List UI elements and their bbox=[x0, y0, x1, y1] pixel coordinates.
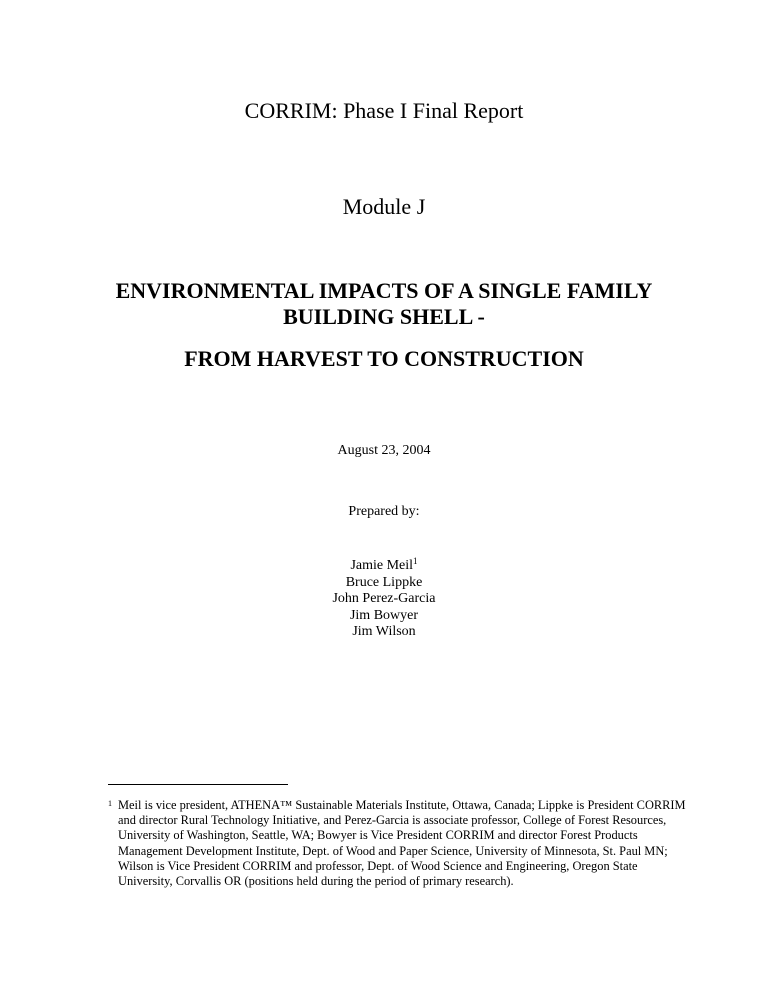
sub-title: FROM HARVEST TO CONSTRUCTION bbox=[184, 346, 584, 371]
author-list bbox=[0, 558, 768, 641]
report-date: August 23, 2004 bbox=[337, 443, 431, 458]
footnote-divider bbox=[108, 784, 288, 785]
footnote-number: 1 bbox=[108, 799, 112, 808]
footnote-line: Management Development Institute, Dept. of Wood and Paper Science, University of Minnesota, St. Paul MN; bbox=[118, 843, 668, 858]
footnote-reference: 1 bbox=[413, 556, 418, 566]
author-item: John Perez-Garcia bbox=[332, 591, 436, 606]
footnote bbox=[108, 798, 686, 889]
main-title-line-1: ENVIRONMENTAL IMPACTS OF A SINGLE FAMILY bbox=[115, 278, 653, 303]
footnote-line: and director Rural Technology Initiative, and Perez-Garcia is associate professor, College of Forest Resources, bbox=[118, 813, 667, 828]
author-item: Bruce Lippke bbox=[345, 574, 423, 590]
report-title: CORRIM: Phase I Final Report bbox=[244, 98, 524, 123]
prepared-by-label: Prepared by: bbox=[348, 504, 420, 519]
main-title bbox=[0, 278, 768, 330]
main-title-line-2: BUILDING SHELL - bbox=[283, 304, 485, 329]
footnote-line: Meil is vice president, ATHENA™ Sustainable Materials Institute, Ottawa, Canada; Lippke is President CORRIM bbox=[118, 798, 686, 812]
footnote-line: University, Corvallis OR (positions held during the period of primary research). bbox=[118, 874, 514, 889]
author-item: Jim Wilson bbox=[352, 624, 416, 639]
author-item bbox=[0, 558, 768, 575]
footnote-line: University of Washington, Seattle, WA; Bowyer is Vice President CORRIM and director Forest Products bbox=[118, 828, 638, 843]
author-item: Jim Bowyer bbox=[349, 607, 419, 623]
module-label: Module J bbox=[342, 194, 426, 219]
author-name: Jamie Meil bbox=[350, 558, 414, 573]
footnote-line: Wilson is Vice President CORRIM and professor, Dept. of Wood Science and Engineering, Oregon State bbox=[118, 858, 638, 873]
